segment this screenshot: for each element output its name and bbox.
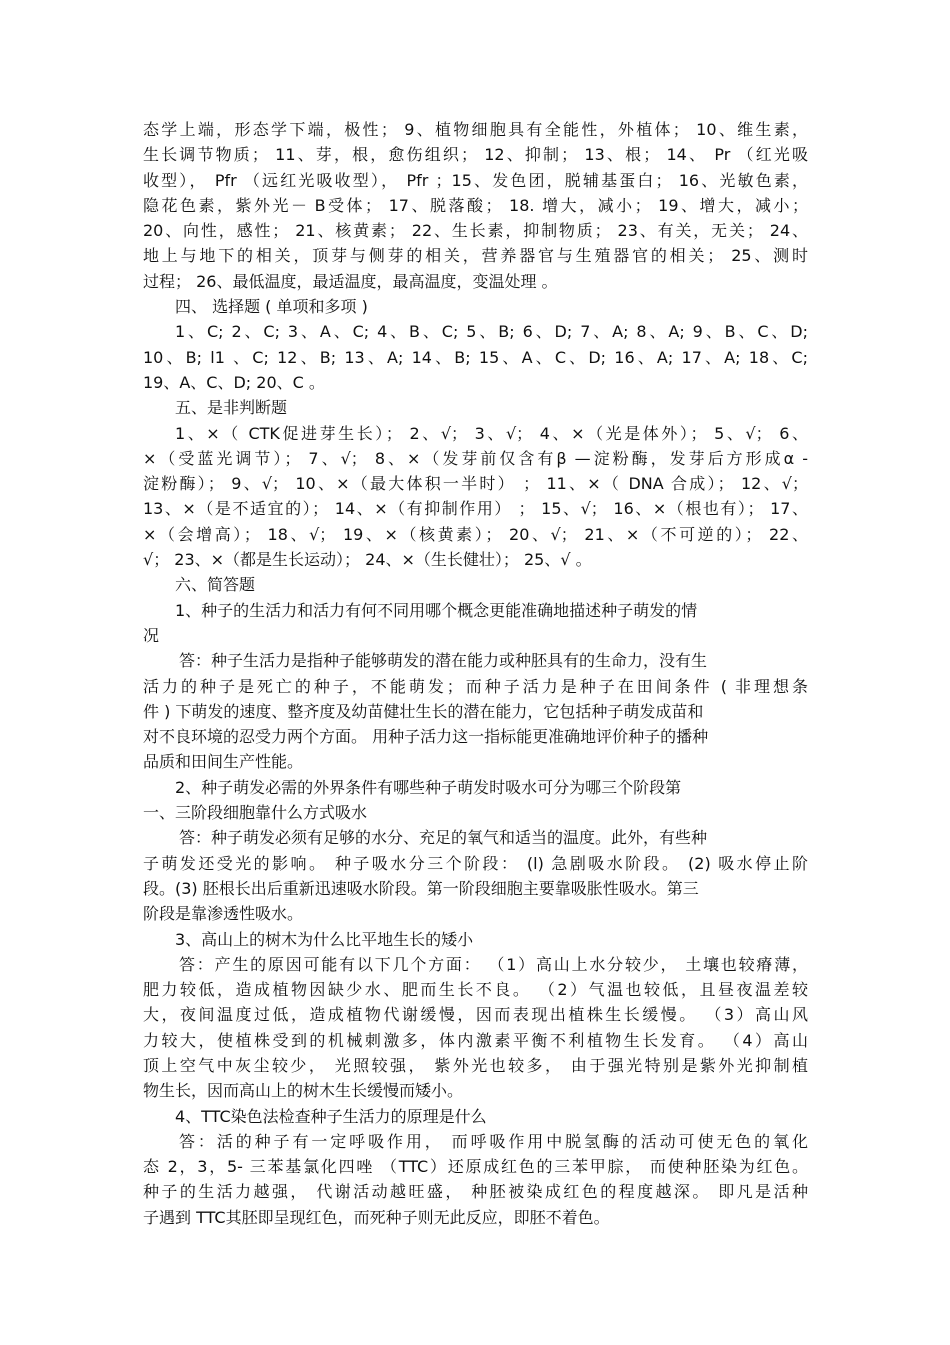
text-line: ×（受蓝光调节）； 7、√； 8、×（发芽前仅含有β —淀粉酶，发芽后方形成α - — [143, 448, 808, 468]
text-line: 子萌发还受光的影响。 种子吸水分三个阶段： (l) 急剧吸水阶段。 (2) 吸水停止阶 — [143, 853, 808, 873]
text-line: 态学上端，形态学下端，极性； 9、植物细胞具有全能性，外植体； 10、维生素， — [143, 120, 808, 139]
text-line: 隐花色素，紫外光－ B受体； 17、脱落酸； 18. 增大，减小； 19、增大，减小； — [143, 195, 808, 215]
text-line: 13、×（是不适宜的）； 14、×（有抑制作用） ； 15、√； 16、×（根也有）； 17、 — [143, 499, 808, 519]
text-line: 答：活的种子有一定呼吸作用， 而呼吸作用中脱氢酶的活动可使无色的氧化 — [179, 1131, 808, 1151]
text-line: 淀粉酶）； 9、√； 10、×（最大体积一半时） ； 11、×（ DNA 合成）； 12、√； — [143, 474, 808, 494]
text-line: 收型）， Pfr （远红光吸收型）， Pfr ；15、发色团，脱辅基蛋白； 16、光敏色素， — [143, 170, 808, 190]
text-line: 品质和田间生产性能。 — [143, 752, 304, 772]
text-line: 物生长，因而高山上的树木生长缓慢而矮小。 — [143, 1081, 464, 1101]
text-line: 19、A、C、D; 20、C 。 — [143, 372, 325, 392]
text-line: 4、TTC染色法检查种子生活力的原理是什么 — [175, 1106, 487, 1126]
text-line: 活力的种子是死亡的种子，不能萌发；而种子活力是种子在田间条件 ( 非理想条 — [143, 676, 808, 696]
text-line: 子遇到 TTC其胚即呈现红色，而死种子则无此反应，即胚不着色。 — [143, 1207, 610, 1227]
text-line: 1、种子的生活力和活力有何不同用哪个概念更能准确地描述种子萌发的情 — [175, 600, 698, 620]
text-line: 20、向性，感性； 21、核黄素； 22、生长素，抑制物质； 23、有关，无关； 24、 — [143, 221, 808, 241]
text-line: 生长调节物质； 11、芽，根，愈伤组织； 12、抑制； 13、根； 14、 Pr （红光吸 — [143, 145, 808, 165]
text-line: 对不良环境的忍受力两个方面。 用种子活力这一指标能更准确地评价种子的播种 — [143, 727, 709, 747]
text-line: 段。(3) 胚根长出后重新迅速吸水阶段。第一阶段细胞主要靠吸胀性吸水。第三 — [143, 878, 699, 898]
document-body — [143, 117, 808, 1230]
text-line: 一、三阶段细胞靠什么方式吸水 — [143, 803, 368, 823]
text-line: 3、高山上的树木为什么比平地生长的矮小 — [175, 929, 474, 949]
text-line: 2、种子萌发必需的外界条件有哪些种子萌发时吸水可分为哪三个阶段第 — [175, 777, 682, 797]
text-line: 种子的生活力越强， 代谢活动越旺盛， 种胚被染成红色的程度越深。 即凡是活种 — [143, 1182, 808, 1202]
text-line: 1、×（ CTK促进芽生长）； 2、√； 3、√； 4、×（光是体外）； 5、√； 6、 — [175, 423, 808, 443]
text-line: √； 23、×（都是生长运动）； 24、×（生长健壮）； 25、√ 。 — [143, 550, 592, 570]
text-line: 答：种子萌发必须有足够的水分、充足的氧气和适当的温度。此外，有些种 — [179, 828, 708, 848]
text-line: 1、C; 2、C; 3、A、C; 4、B、C; 5、B; 6、D; 7、A; 8、A; 9、B、C、D; — [175, 322, 808, 342]
text-line: 力较大，使植株受到的机械刺激多，体内激素平衡不利植物生长发育。 （4）高山 — [143, 1030, 808, 1050]
text-line: 过程； 26、最低温度，最适温度，最高温度，变温处理 。 — [143, 271, 558, 291]
text-line: 地上与地下的相关，顶芽与侧芽的相关，营养器官与生殖器官的相关； 25、测时 — [143, 246, 808, 266]
text-line: 答：产生的原因可能有以下几个方面： （1）高山上水分较少， 土壤也较瘠薄， — [179, 954, 808, 974]
text-line: 答：种子生活力是指种子能够萌发的潜在能力或种胚具有的生命力，没有生 — [179, 651, 708, 671]
text-line: 况 — [143, 625, 160, 645]
text-line: 肥力较低，造成植物因缺少水、肥而生长不良。 （2）气温也较低，且昼夜温差较 — [143, 980, 808, 1000]
text-line: ×（会增高）； 18、√； 19、×（核黄素）； 20、√； 21、×（不可逆的）； 22、 — [143, 524, 808, 544]
text-line: 态 2，3，5- 三苯基氯化四唑 （TTC）还原成红色的三苯甲腙， 而使种胚染为红色。 — [143, 1157, 808, 1177]
text-line: 顶上空气中灰尘较少， 光照较强， 紫外光也较多， 由于强光特别是紫外光抑制植 — [143, 1055, 808, 1075]
text-line: 六、简答题 — [175, 575, 256, 595]
text-line: 四、 选择题 ( 单项和多项 ) — [175, 297, 368, 317]
text-line: 大，夜间温度过低，造成植物代谢缓慢，因而表现出植株生长缓慢。 （3）高山风 — [143, 1005, 808, 1025]
text-line: 五、是非判断题 — [175, 398, 288, 418]
text-line: 件 ) 下萌发的速度、整齐度及幼苗健壮生长的潜在能力，它包括种子萌发成苗和 — [143, 701, 704, 721]
text-line: 阶段是靠渗透性吸水。 — [143, 904, 304, 924]
text-line: 10、B; l1 、C; 12、B; 13、A; 14、B; 15、A、C、D; 16、A; 17、A; 18、C; — [143, 347, 808, 367]
